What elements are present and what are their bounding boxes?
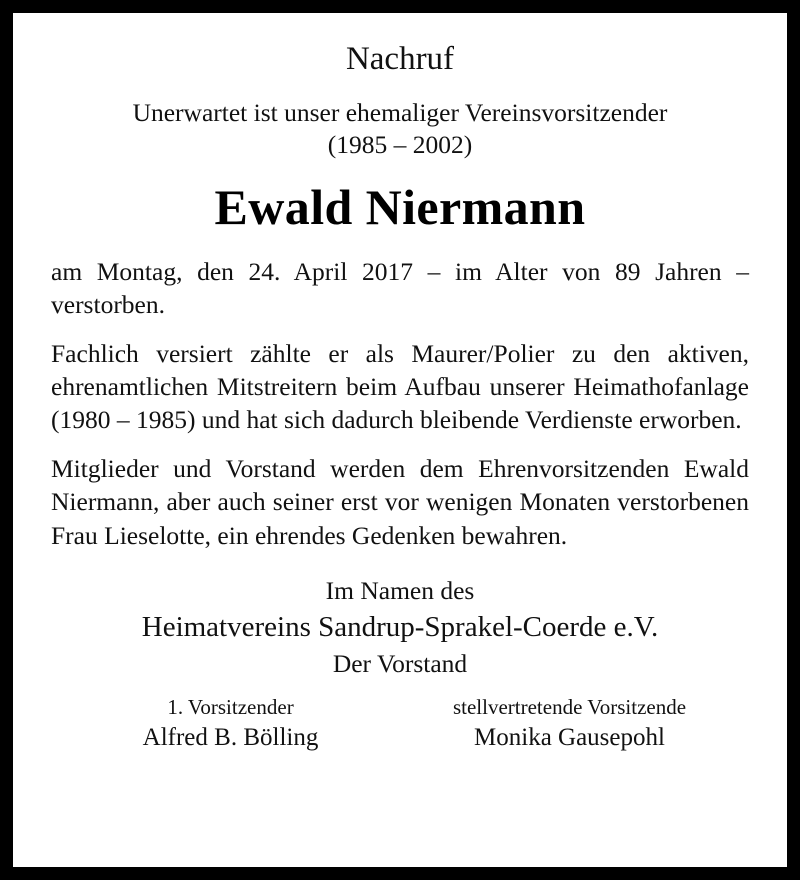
deceased-name: Ewald Niermann xyxy=(214,178,586,235)
closing-board: Der Vorstand xyxy=(332,649,468,679)
notice-paragraph: am Montag, den 24. April 2017 – im Alter von 89 Jahren – verstorben. xyxy=(51,256,749,319)
notice-paragraph: Fachlich versiert zählte er als Maurer/Polier zu den aktiven, ehrenamtlichen Mitstreitern beim Aufbau unserer Heimathofanlage (1980 – 1985) und hat sich dadurch bleibende Verdienste erworben. xyxy=(51,338,749,435)
notice-lead-years: (1985 – 2002) xyxy=(327,130,473,160)
signatory-name: Monika Gausepohl xyxy=(474,723,665,751)
signatory xyxy=(61,694,400,754)
notice-lead-text: Unerwartet ist unser ehemaliger Vereinsvorsitzender xyxy=(132,98,668,128)
signatory xyxy=(400,694,739,754)
closing-block xyxy=(51,574,749,681)
closing-organization: Heimatvereins Sandrup-Sprakel-Coerde e.V. xyxy=(141,610,659,643)
signatory-role: stellvertretende Vorsitzende xyxy=(452,695,687,720)
closing-intro: Im Namen des xyxy=(325,575,475,605)
signatory-name: Alfred B. Bölling xyxy=(142,723,319,751)
signatory-role: 1. Vorsitzender xyxy=(167,695,294,720)
notice-title: Nachruf xyxy=(345,41,455,77)
notice-paragraph: Mitglieder und Vorstand werden dem Ehrenvorsitzenden Ewald Niermann, aber auch seiner erst vor wenigen Monaten verstorbenen Frau Lieselotte, ein ehrendes Gedenken bewahren. xyxy=(51,454,749,550)
signatories xyxy=(51,694,749,754)
